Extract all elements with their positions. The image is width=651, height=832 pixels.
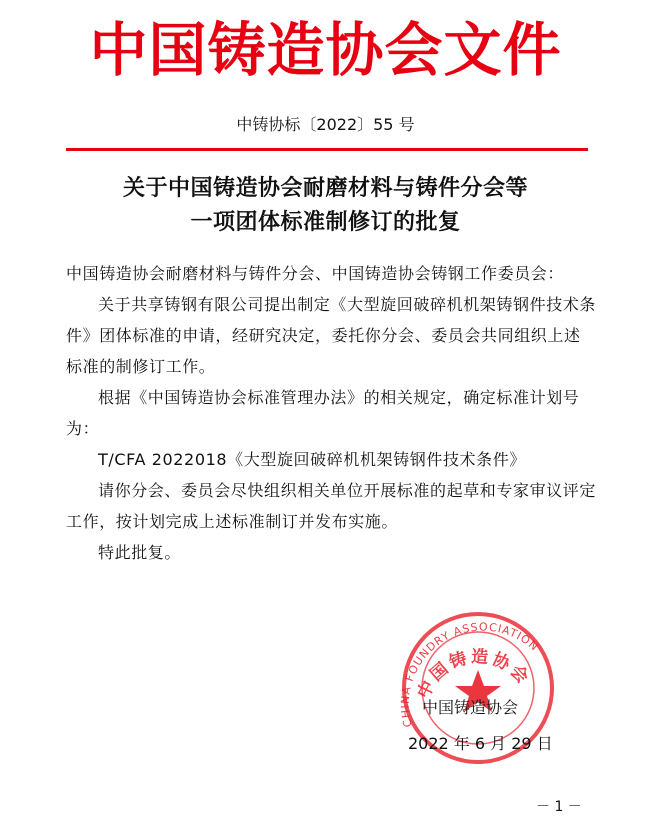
seal-chinese-text: 中国铸造协会 bbox=[413, 646, 535, 702]
paragraph-4: 请你分会、委员会尽快组织相关单位开展标准的起草和专家审议评定工作，按计划完成上述标准制订并发布实施。 bbox=[66, 481, 597, 531]
document-masthead: 中国铸造协会文件 bbox=[89, 16, 562, 84]
document-title bbox=[40, 172, 611, 240]
title-line-2: 一项团体标准制修订的批复 bbox=[190, 210, 461, 235]
header-divider bbox=[66, 148, 588, 151]
paragraph-3: T/CFA 2022018《大型旋回破碎机机架铸钢件技术条件》 bbox=[98, 450, 526, 469]
document-body bbox=[66, 258, 596, 568]
seal-english-text: CHINA FOUNDRY ASSOCIATION bbox=[398, 620, 542, 729]
salutation: 中国铸造协会耐磨材料与铸件分会、中国铸造协会铸钢工作委员会： bbox=[66, 264, 565, 283]
issuer-name: 中国铸造协会 bbox=[422, 698, 519, 717]
document-number: 中铸协标〔2022〕55 号 bbox=[236, 115, 415, 134]
paragraph-1: 关于共享铸钢有限公司提出制定《大型旋回破碎机机架铸钢件技术条件》团体标准的申请，经研究决定，委托你分会、委员会共同组织上述标准的制修订工作。 bbox=[66, 295, 597, 376]
paragraph-5: 特此批复。 bbox=[98, 543, 182, 562]
issue-date: 2022 年 6 月 29 日 bbox=[408, 734, 553, 753]
paragraph-2: 根据《中国铸造协会标准管理办法》的相关规定，确定标准计划号为： bbox=[66, 388, 580, 438]
title-line-1: 关于中国铸造协会耐磨材料与铸件分会等 bbox=[122, 176, 528, 201]
page-number: － 1 － bbox=[536, 799, 582, 815]
